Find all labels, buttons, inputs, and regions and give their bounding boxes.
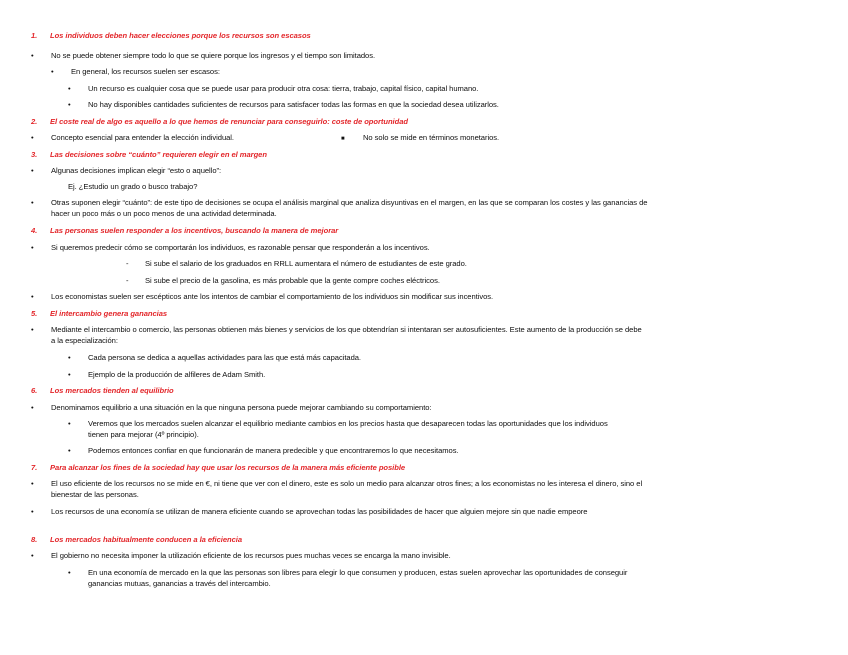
heading-5: 5. El intercambio genera ganancias	[31, 309, 168, 318]
list-item: ■ No solo se mide en términos monetarios.	[341, 133, 499, 145]
dash-bullet-icon: -	[126, 259, 129, 268]
bullet-icon: •	[68, 370, 71, 379]
heading-8: 8. Los mercados habitualmente conducen a la eficiencia	[31, 535, 242, 544]
list-item: • Concepto esencial para entender la elección individual.	[31, 133, 234, 142]
list-item: • El gobierno no necesita imponer la utilización eficiente de los recursos pues muchas veces se encarga la mano invisible.	[31, 551, 451, 560]
list-item: • No hay disponibles cantidades suficientes de recursos para satisfacer todas las formas en que la sociedad desea utilizarlos.	[68, 100, 499, 109]
list-item: • Algunas decisiones implican elegir “esto o aquello”:	[31, 166, 222, 175]
list-item: • El uso eficiente de los recursos no se mide en €, ni tiene que ver con el dinero, este es solo un medio para alcanzar otros fines; a los economistas no les interesa el dinero, sino el bienestar de las personas.	[31, 479, 643, 499]
square-bullet-icon: ■	[341, 136, 345, 142]
bullet-icon: •	[31, 292, 34, 301]
list-item: • Ejemplo de la producción de alfileres de Adam Smith.	[68, 370, 266, 379]
bullet-icon: •	[31, 51, 34, 60]
bullet-icon: •	[68, 84, 71, 93]
list-item: • En una economía de mercado en la que las personas son libres para elegir lo que consumen y producen, estas suelen aprovechar las oportunidades de conseguir ganancias mutuas, ganancias a través del intercambio.	[68, 568, 628, 588]
list-item: - Si sube el salario de los graduados en RRLL aumentara el número de estudiantes de este grado.	[126, 259, 467, 268]
list-item: • Denominamos equilibrio a una situación en la que ninguna persona puede mejorar cambiando su comportamiento:	[31, 403, 432, 412]
bullet-icon: •	[68, 568, 71, 577]
heading-6: 6. Los mercados tienden al equilibrio	[31, 386, 174, 395]
heading-2: 2. El coste real de algo es aquello a lo que hemos de renunciar para conseguirlo: coste de oportunidad	[31, 117, 408, 126]
list-item: • Un recurso es cualquier cosa que se puede usar para producir otra cosa: tierra, trabajo, capital físico, capital humano.	[68, 84, 479, 93]
list-item: • Podemos entonces confiar en que funcionarán de manera predecible y que encontraremos lo que necesitamos.	[68, 446, 459, 455]
bullet-icon: •	[31, 325, 34, 334]
list-item: • Si queremos predecir cómo se comportarán los individuos, es razonable pensar que responderán a los incentivos.	[31, 243, 430, 252]
list-item: • Veremos que los mercados suelen alcanzar el equilibrio mediante cambios en los precios hasta que desaparecen todas las oportunidades que los individuos tienen para mejorar (4º principio).	[68, 419, 608, 439]
dash-bullet-icon: -	[126, 276, 129, 285]
list-item: • Los recursos de una economía se utilizan de manera eficiente cuando se aprovechan todas las posibilidades de hacer que alguien mejore sin que nadie empeore	[31, 507, 588, 516]
list-item: • En general, los recursos suelen ser escasos:	[51, 67, 220, 76]
heading-7: 7. Para alcanzar los fines de la sociedad hay que usar los recursos de la manera más eficiente posible	[31, 463, 406, 472]
bullet-icon: •	[31, 479, 34, 488]
bullet-icon: •	[31, 133, 34, 142]
heading-4: 4. Las personas suelen responder a los incentivos, buscando la manera de mejorar	[31, 226, 339, 235]
bullet-icon: •	[31, 507, 34, 516]
bullet-icon: •	[68, 446, 71, 455]
bullet-icon: •	[31, 243, 34, 252]
bullet-icon: •	[68, 100, 71, 109]
bullet-icon: •	[68, 353, 71, 362]
example-line: Ej. ¿Estudio un grado o busco trabajo?	[68, 182, 198, 191]
list-item: • No se puede obtener siempre todo lo que se quiere porque los ingresos y el tiempo son limitados.	[31, 51, 376, 60]
heading-1: 1. Los individuos deben hacer elecciones porque los recursos son escasos	[31, 31, 311, 40]
bullet-icon: •	[68, 419, 71, 428]
bullet-icon: •	[31, 166, 34, 175]
bullet-icon: •	[31, 198, 34, 207]
heading-3: 3. Las decisiones sobre “cuánto” requieren elegir en el margen	[31, 150, 267, 159]
list-item: • Otras suponen elegir “cuánto”: de este tipo de decisiones se ocupa el análisis marginal que analiza disyuntivas en el margen, en las que se comparan los costes y las ganancias de hacer un poco más o un poco menos de una actividad determinada.	[31, 198, 648, 218]
list-item: - Si sube el precio de la gasolina, es más probable que la gente compre coches eléctricos.	[126, 276, 440, 285]
list-item: • Cada persona se dedica a aquellas actividades para las que está más capacitada.	[68, 353, 361, 362]
list-item: • Mediante el intercambio o comercio, las personas obtienen más bienes y servicios de los que obtendrían si intentaran ser autosuficientes. Este aumento de la producción se debe a la especialización:	[31, 325, 642, 345]
bullet-icon: •	[31, 403, 34, 412]
bullet-icon: •	[51, 67, 54, 76]
list-item: • Los economistas suelen ser escépticos ante los intentos de cambiar el comportamiento de los individuos sin modificar sus incentivos.	[31, 292, 494, 301]
bullet-icon: •	[31, 551, 34, 560]
